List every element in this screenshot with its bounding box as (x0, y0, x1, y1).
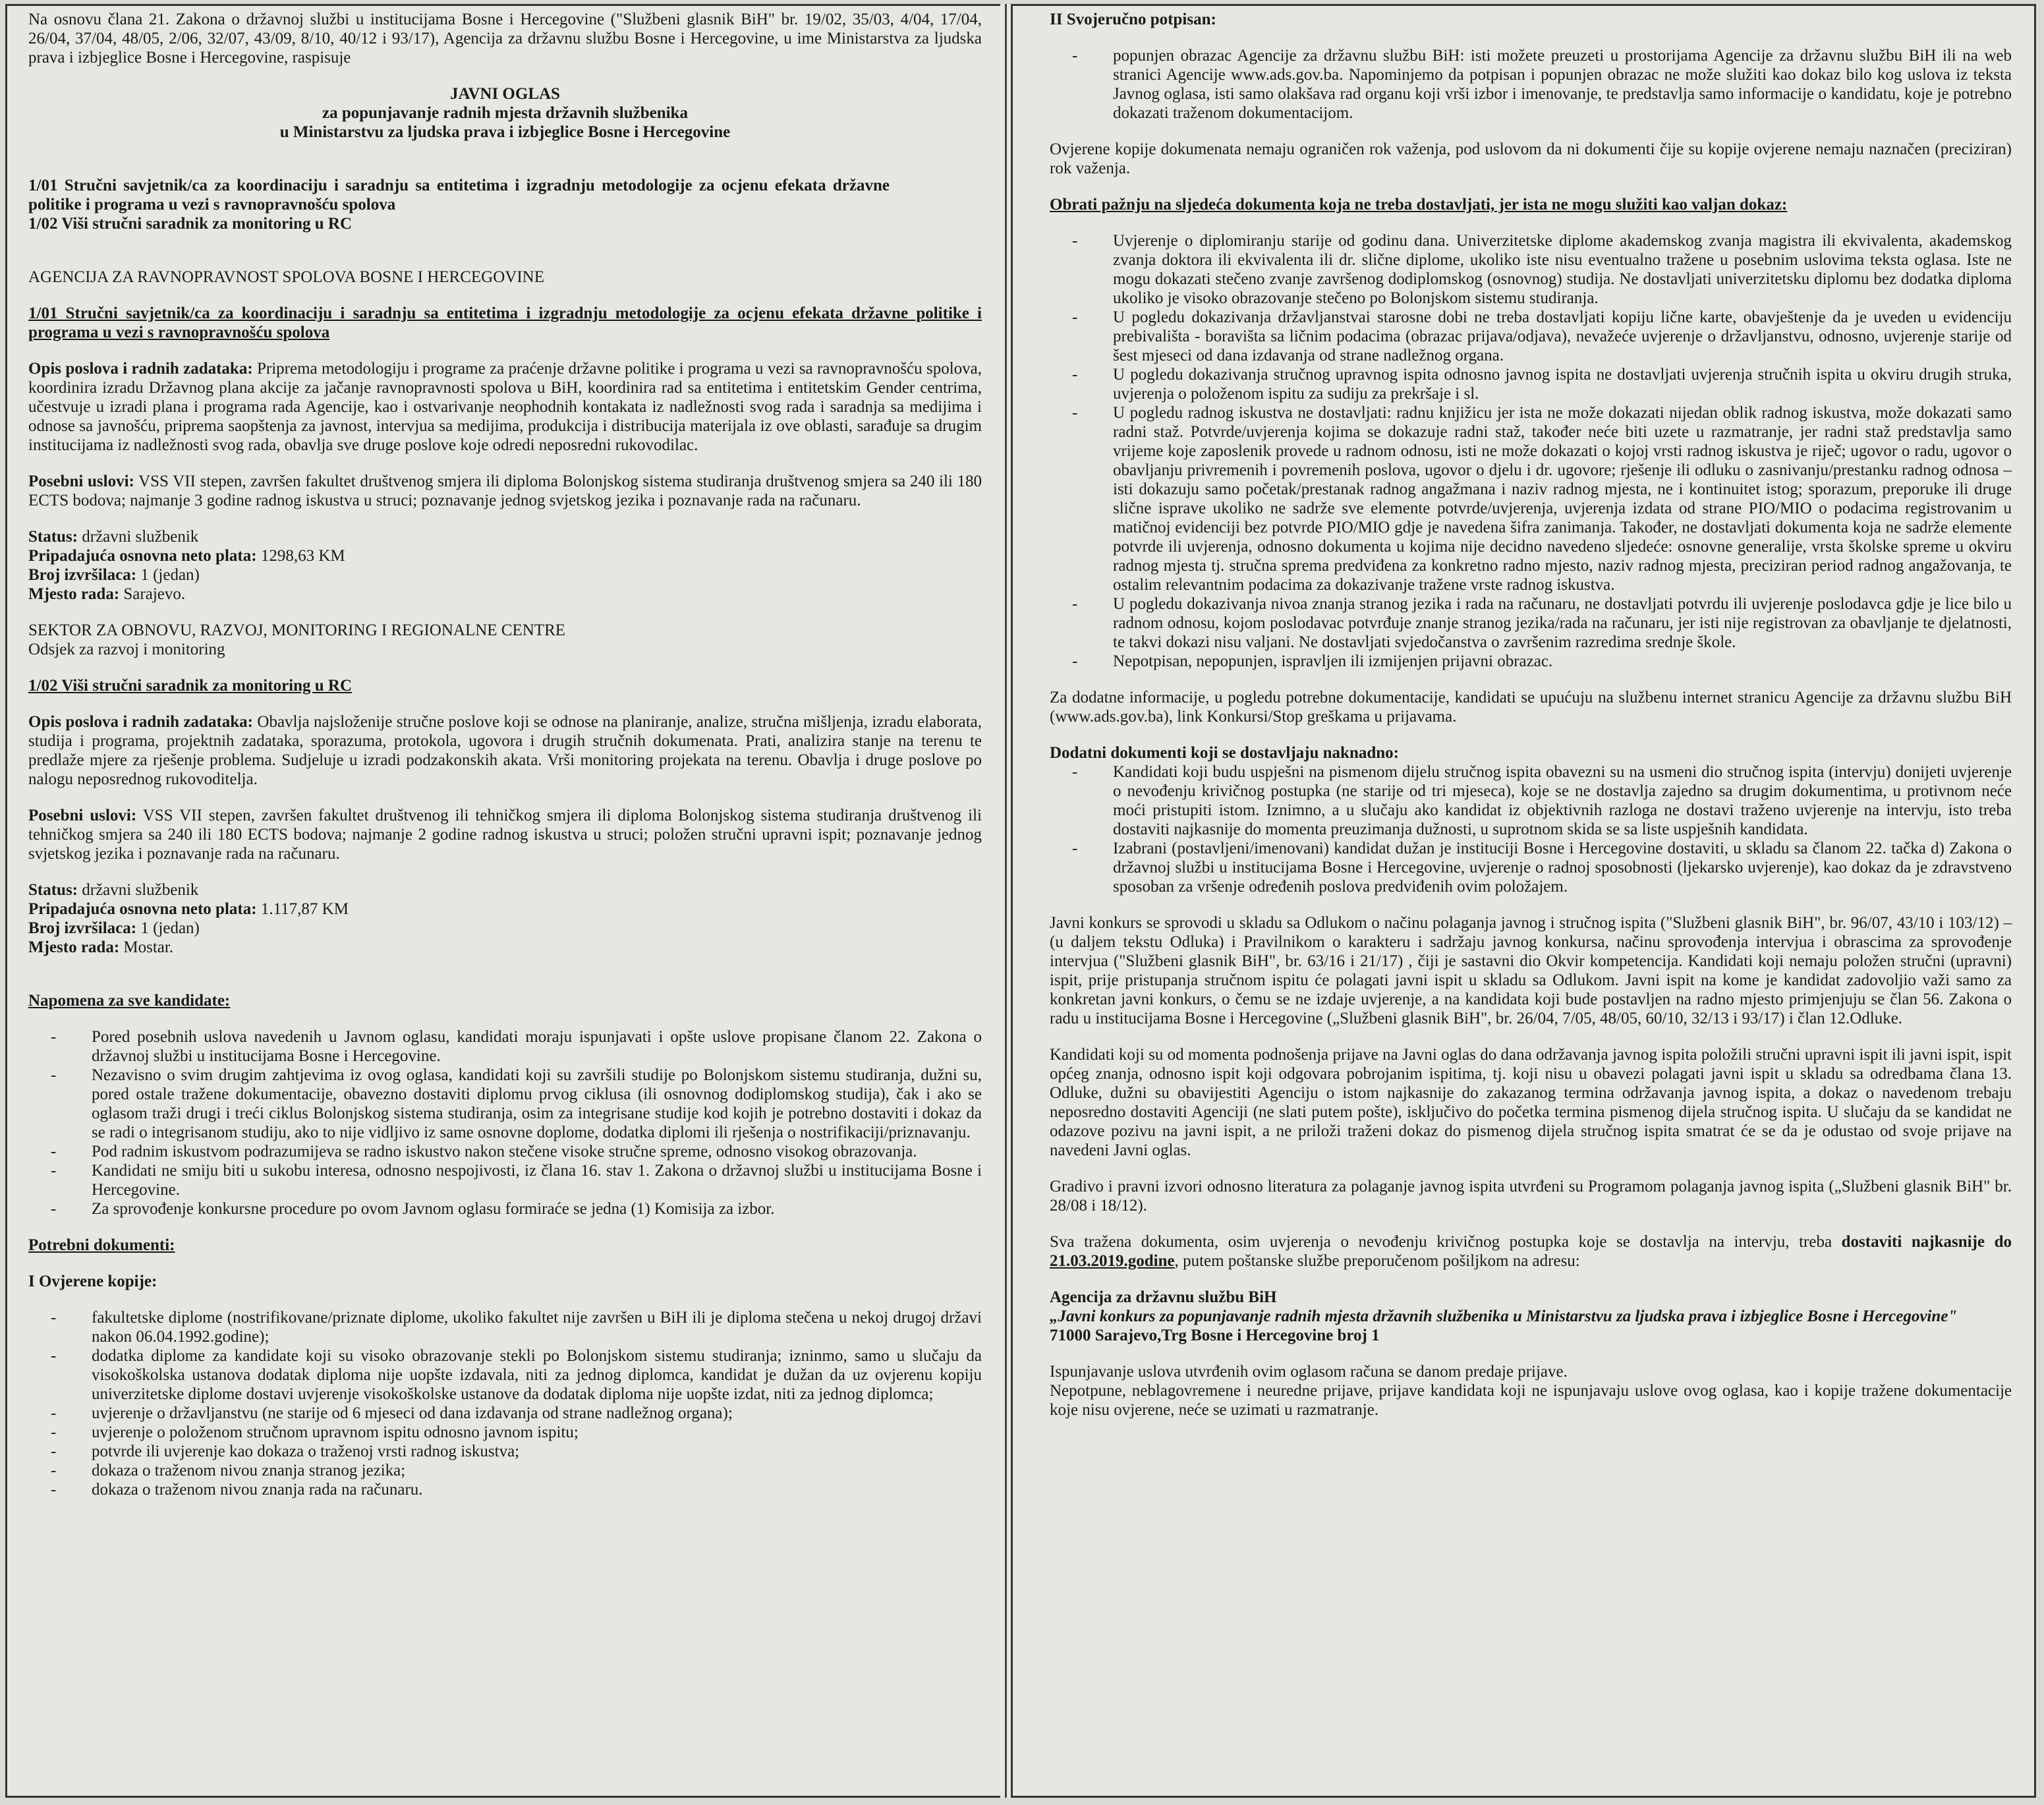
closing-line-2: Nepotpune, neblagovremene i neuredne prijave, prijave kandidata koji ne ispunjavaju uslove ovog oglasa, kao i kopije tražene dokumentacije koje nisu ovjerene, neće se uzimati u razmatranje. (1050, 1382, 2012, 1419)
list-item: - U pogledu dokazivanja stručnog upravnog ispita odnosno javnog ispita ne dostavljati uvjerenja stručnih ispita u okviru drugih struka, uvjerenja o položenom ispitu za sudiju za prekršaje i sl. (1050, 365, 2012, 403)
attention-heading: Obrati pažnju na sljedeća dokumenta koja ne treba dostavljati, jer ista ne mogu služiti kao valjan dokaz: (1050, 196, 1788, 214)
info-paragraph: Za dodatne informacije, u pogledu potrebne dokumentacije, kandidati se upućuju na službenu internet stranicu Agencije za državnu službu BiH (www.ads.gov.ba), link Konkursi/Stop greškama u prijavama. (1050, 689, 2012, 726)
note-list (28, 1027, 982, 1218)
list-item: - potvrde ili uvjerenje kao dokaza o traženoj vrsti radnog iskustva; (28, 1442, 982, 1461)
status-row: Status: državni službenik (28, 881, 199, 899)
position-1-title: 1/01 Stručni savjetnik/ca za koordinaciju i saradnju sa entitetima i izgradnju metodologije za ocjenu efekata državne politike i programa u vezi s ravnopravnošću spolova (28, 177, 890, 214)
list-item: - fakultetske diplome (nostrifikovane/priznate diplome, ukoliko fakultet nije završen u BiH ili je diploma stečena u nekoj drugoj državi nakon 06.04.1992.godine); (28, 1308, 982, 1346)
conditions-label: Posebni uslovi: (28, 473, 134, 490)
mailing-address (1050, 1288, 2012, 1345)
passed-exam-paragraph: Kandidati koji su od momenta podnošenja prijave na Javni oglas do dana održavanja javnog ispita položili stručni upravni ispit ili javni ispit, ispit općeg znanja, odnosno ispit koji odgovara pobrojanim ispitima, tj. koji nisu u obavezi polagati javni ispit u skladu sa odredbama člana 13. Odluke, dužni su obavijestiti Agenciju o istom najkasnije do zakazanog termina održavanja javnog ispita, a dokaz o navedenom trebaju neposredno dostaviti Agenciji (ne slati putem pošte), isključivo do početka termina pismenog dijela stručnog ispita. U slučaju da se kandidat ne odazove pozivu na javni ispit, a ne priloži traženi dokaz do pismenog dijela stručnog ispita smatrat će se da je odustao od svoje prijave na navedeni Javni oglas. (1050, 1046, 2012, 1159)
list-item: - Uvjerenje o diplomiranju starije od godinu dana. Univerzitetske diplome akademskog zvanja magistra ili ekvivalenta, akademskog zvanja doktora ili ekvivalenta ili dr. slične diplome, ukoliko iste nisu eventualno tražene u posebnim uslovima teksta oglasa. Iste ne mogu dokazati stečeno zvanje završenog dodiplomskog (osnovnog) studija. Ne dostavljati univerzitetsku diplomu bez dodatka diploma ukoliko je visoko obrazovanje stečeno po Bolonjskom sistemu studiranja. (1050, 231, 2012, 308)
position-1-heading: 1/01 Stručni savjetnik/ca za koordinaciju i saradnju sa entitetima i izgradnju metodologije za ocjenu efekata državne politike i programa u vezi s ravnopravnošću spolova (28, 304, 982, 341)
count-row: Broj izvršilaca: 1 (jedan) (28, 919, 200, 937)
literature-paragraph: Gradivo i pravni izvori odnosno literatura za polaganje javnog ispita utvrđeni su Programom polaganja javnog ispita („Službeni glasnik BiH" br. 28/08 i 18/12). (1050, 1178, 2012, 1215)
address-line: Agencija za državnu službu BiH (1050, 1288, 1277, 1306)
note-heading: Napomena za sve kandidate: (28, 992, 231, 1010)
additional-docs-heading: Dodatni dokumenti koji se dostavljaju naknadno: (1050, 744, 1399, 762)
signed-heading: II Svojeručno potpisan: (1050, 11, 1216, 28)
salary-row: Pripadajuća osnovna neto plata: 1298,63 KM (28, 547, 345, 565)
position-2-duties: Opis poslova i radnih zadataka: Obavlja najsloženije stručne poslove koji se odnose na planiranje, analize, stručna mišljenja, izradu elaborata, studija i programa, projektnih zadataka, sporazuma, protokola, ugovora i drugih stručnih dokumenata. Prati, analizira stanje na terenu te predlaže mjere za rješenje problema. Sudjeluje u izradi podzakonskih akata. Vrši monitoring projekata na terenu. Obavlja i druge poslove po nalogu neposrednog rukovoditelja. (28, 713, 982, 788)
list-item: - dodatka diplome za kandidate koji su visoko obrazovanje stekli po Bolonjskom sistemu studiranja; izninmo, samo u slučaju da visokoškolska ustanova dodatak diploma nije uopšte izdavala, niti za jednog diplomca, kandidat je dužan da uz ovjerenu kopiju univerzitetske diplome dostavi uvjerenje visokoškolske ustanove da dodatak diploma nije uopšte izdat, niti za jednog diplomca; (28, 1346, 982, 1404)
sector-subheading: Odsjek za razvoj i monitoring (28, 641, 225, 658)
announcement-subtitle-1: za popunjavanje radnih mjesta državnih službenika (322, 104, 688, 122)
certified-copies-list (28, 1308, 982, 1499)
closing-line-1: Ispunjavanje uslova utvrđenih ovim oglasom računa se danom predaje prijave. (1050, 1363, 1568, 1381)
place-row: Mjesto rada: Mostar. (28, 938, 174, 956)
documents-heading: Potrebni dokumenti: (28, 1236, 175, 1254)
attention-list (1050, 231, 2012, 671)
address-line: 71000 Sarajevo,Trg Bosne i Hercegovine broj 1 (1050, 1327, 1380, 1344)
position-2-heading: 1/02 Viši stručni saradnik za monitoring u RC (28, 677, 353, 695)
address-line: „Javni konkurs za popunjavanje radnih mjesta državnih službenika u Ministarstvu za ljudska prava i izbjeglice Bosne i Hercegovine" (1050, 1307, 1958, 1325)
list-item: - uvjerenje o državljanstvu (ne starije od 6 mjeseci od dana izdavanja od strane nadležnog organa); (28, 1404, 982, 1423)
left-column (5, 4, 1000, 1798)
agency-heading: AGENCIJA ZA RAVNOPRAVNOST SPOLOVA BOSNE I HERCEGOVINE (28, 268, 544, 286)
list-item: - Nepotpisan, nepopunjen, ispravljen ili izmijenjen prijavni obrazac. (1050, 652, 2012, 671)
deadline-date: 21.03.2019.godine (1050, 1252, 1175, 1270)
deadline-paragraph: Sva tražena dokumenta, osim uvjerenja o nevođenju krivičnog postupka koje se dostavlja na intervju, treba dostaviti najkasnije do 21.03.2019.godine, putem poštanske službe preporučenom pošiljkom na adresu: (1050, 1233, 2012, 1270)
position-1-duties: Opis poslova i radnih zadataka: Priprema metodologiju i programe za praćenje državne politike i programa u vezi sa ravnopravnošću spolova, koordinira izradu Državnog plana akcije za jačanje ravnopravnosti spolova u BiH, koordinira rad sa entitetima i entitetskim Gender centrima, učestvuje u izradi plana i programa rada Agencije, kao i ostvarivanje neophodnih kontakata iz nadležnosti svog rada i saradnja sa medijima i odnose sa javnošću, priprema saopštenja za javnost, intervjua sa medijima, produkcija i distribucija materijala iz ove oblasti, sarađuje sa drugim institucijama iz nadležnosti svog rada, obavlja sve druge poslove koje odredi neposredni rukovodilac. (28, 360, 982, 454)
list-item: - U pogledu dokazivanja nivoa znanja stranog jezika i rada na računaru, ne dostavljati potvrdu ili uvjerenje poslodavca gdje je lice bilo u radnom odnosu, kojom poslodavac potvrđuje znanje stranog jezika/rada na računaru, jer isti nije registrovan za obavljanje te djelatnosti, te takvi dokazi nisu valjani. Ne dostavljati svjedočanstva o završenim razredima srednje škole. (1050, 594, 2012, 652)
exam-paragraph: Javni konkurs se sprovodi u skladu sa Odlukom o načinu polaganja javnog i stručnog ispita ("Službeni glasnik BiH", br. 96/07, 43/10 i 103/12) – (u daljem tekstu Odluka) i Pravilnikom o karakteru i sadržaju javnog konkursa, načinu sprovođenja intervjua i obrascima za sprovođenje intervjua ("Službeni glasnik BiH", br. 63/16 i 21/17) , čiji je sastavni dio Okvir kompetencija. Kandidati koji nemaju položen stručni (upravni) ispit, prije pristupanja stručnom ispitu će polagati javni ispit u skladu sa Odlukom. Javni ispit na kome je kandidat zadovoljio važi samo za konkretan javni konkurs, o čemu se ne izdaje uvjerenje, a na kandidata koji bude postavljen na radno mjesto primjenjuju se član 56. Zakona o radu u institucijama Bosne i Hercegovine („Službeni glasnik BiH", br. 26/04, 7/05, 48/05, 60/10, 32/13 i 93/17) i član 12.Odluke. (1050, 914, 2012, 1027)
list-item: - uvjerenje o položenom stručnom upravnom ispitu odnosno javnom ispitu; (28, 1423, 982, 1442)
list-item: - Pod radnim iskustvom podrazumijeva se radno iskustvo nakon stečene visoke stručne spreme, odnosno visokog obrazovanja. (28, 1142, 982, 1161)
list-item: - U pogledu dokazivanja državljanstvai starosne dobi ne treba dostavljati kopiju lične karte, obavještenje da je uveden u evidenciju prebivališta - boravišta sa ličnim podacima (obrazac prijava/odjava), nevažeće uvjerenje o državljanstvu, odnosno, uvjerenje starije od šest mjeseci od dana izdavanja od strane nadležnog organa. (1050, 308, 2012, 365)
list-item: - Izabrani (postavljeni/imenovani) kandidat dužan je instituciji Bosne i Hercegovine dostaviti, u skladu sa članom 22. tačka d) Zakona o državnoj službi u institucijama Bosne i Hercegovine, uvjerenje o radnoj sposobnosti (ljekarsko uvjerenje), kao dokaz da je zdravstveno sposoban za vršenje određenih poslova predviđenih ovim položajem. (1050, 839, 2012, 896)
place-row: Mjesto rada: Sarajevo. (28, 585, 186, 603)
list-item: - Pored posebnih uslova navedenih u Javnom oglasu, kandidati moraju ispunjavati i opšte uslove propisane članom 22. Zakona o državnoj službi u institucijama Bosne i Hercegovine. (28, 1027, 982, 1066)
list-item: - U pogledu radnog iskustva ne dostavljati: radnu knjižicu jer ista ne može dokazati nijedan oblik radnog iskustva, može dokazati samo radni staž. Potvrde/uvjerenja kojima se dokazuje radni staž, također neće biti uzete u razmatranje, jer radni staž predstavlja samo vrijeme koje zaposlenik provede u radnom odnosu, isti ne može dokazati o kojoj vrsti radnog iskustva je riječ; ugovor o radu, ugovor o obavljanju privremenih i povremenih poslova, ugovor o djelu i dr. ugovore; rješenje ili odluku o zasnivanju/prestanku radnog odnosa – isti dokazuju samo početak/prestanak radnog angažmana i naziv radnog mjesta, ne i kontinuitet istog; sporazum, preporuke ili druge slične isprave ukoliko ne sadrže sve elemente potvrde/uvjerenja, uvjerenja izdata od strane PIO/MIO o podacima registrovanim u matičnoj evidenciji bez potvrde PIO/MIO gdje je navedena šifra zanimanja. Također, ne dostavljati dokumenta koja ne sadrže elemente potvrde ili uvjerenja, odnosno dokumenta u kojima nije decidno navedeno sljedeće: osnovne generalije, vrsta školske spreme u okviru radnog mjesta tj. stručna sprema predviđena za konkretno radno mjesto, naziv radnog mjesta, preciziran period radnog angažovanja, te ostalim relevantnim podacima za dokazivanje tražene vrste radnog iskustva. (1050, 403, 2012, 594)
position-2-title: 1/02 Viši stručni saradnik za monitoring u RC (28, 215, 353, 233)
certified-copies-heading: I Ovjerene kopije: (28, 1273, 157, 1290)
salary-row: Pripadajuća osnovna neto plata: 1.117,87 KM (28, 900, 349, 918)
position-1-conditions: Posebni uslovi: VSS VII stepen, završen fakultet društvenog smjera ili diploma Bolonjskog sistema studiranja društvenog smjera sa 240 ili 180 ECTS bodova; najmanje 3 godine radnog iskustva u struci; poznavanje jednog svjetskog jezika i poznavanje rada na računaru. (28, 473, 982, 509)
newspaper-page (5, 4, 2036, 1798)
signed-list (1050, 46, 2012, 123)
list-item: - Za sprovođenje konkursne procedure po ovom Javnom oglasu formiraće se jedna (1) Komisija za izbor. (28, 1199, 982, 1218)
list-item: - dokaza o traženom nivou znanja rada na računaru. (28, 1480, 982, 1499)
status-row: Status: državni službenik (28, 528, 199, 546)
position-2-facts (28, 880, 982, 957)
additional-docs-list (1050, 762, 2012, 896)
validity-paragraph: Ovjerene kopije dokumenata nemaju ograničen rok važenja, pod uslovom da ni dokumenti čije su kopije ovjerene nemaju naznačen (preciziran) rok važenja. (1050, 140, 2012, 177)
sector-heading: SEKTOR ZA OBNOVU, RAZVOJ, MONITORING I REGIONALNE CENTRE (28, 621, 566, 639)
announcement-title: JAVNI OGLAS (450, 85, 560, 103)
announcement-subtitle-2: u Ministarstvu za ljudska prava i izbjeglice Bosne i Hercegovine (279, 123, 731, 141)
intro-paragraph: Na osnovu člana 21. Zakona o državnoj službi u institucijama Bosne i Hercegovine ("Službeni glasnik BiH" br. 19/02, 35/03, 4/04, 17/04, 26/04, 37/04, 48/05, 2/06, 32/07, 43/09, 8/10, 40/12 i 93/17), Agencija za državnu službu Bosne i Hercegovine, u ime Ministarstva za ljudska prava i izbjeglice Bosne i Hercegovine, raspisuje (28, 11, 982, 67)
duties-label: Opis poslova i radnih zadataka: (28, 360, 253, 378)
position-2-conditions: Posebni uslovi: VSS VII stepen, završen fakultet društvenog ili tehničkog smjera ili diploma Bolonjskog sistema studiranja društvenog ili tehničkog smjera sa 240 ili 180 ECTS bodova; najmanje 2 godine radnog iskustva u struci; položen stručni upravni ispit; poznavanje jednog svjetskog jezika i poznavanje rada na računaru. (28, 807, 982, 863)
right-column (1011, 4, 2036, 1798)
position-1-facts (28, 527, 982, 604)
count-row: Broj izvršilaca: 1 (jedan) (28, 566, 200, 584)
list-item: - popunjen obrazac Agencije za državnu službu BiH: isti možete preuzeti u prostorijama Agencije za državnu službu BiH ili na web stranici Agencije www.ads.gov.ba. Napominjemo da potpisan i popunjen obrazac ne može služiti kao dokaz bilo kog uslova iz teksta Javnog oglasa, isti samo olakšava rad organu koji vrši izbor i imenovanje, te predstavlja samo informacije o kandidatu, koje je potrebno dokazati traženom dokumentacijom. (1050, 46, 2012, 123)
list-item: - Nezavisno o svim drugim zahtjevima iz ovog oglasa, kandidati koji su završili studije po Bolonjskom sistemu studiranja, dužni su, pored ostale tražene dokumentacije, obavezno dostaviti diplomu prvog ciklusa (ili osnovnog dodiplomskog studija), čak i ako se oglasom traži drugi i treći ciklus Bolonjskog sistema studiranja, osim za integrisane studije kod kojih je potrebno dostaviti i dokaz da se radi o integrisanom studiju, ako to nije vidljivo iz same osnovne doplome, dodatka diplomi ili rješenja o nostrifikaciji/priznavanju. (28, 1066, 982, 1142)
list-item: - Kandidati koji budu uspješni na pismenom dijelu stručnog ispita obavezni su na usmeni dio stručnog ispita (intervju) donijeti uvjerenje o nevođenju krivičnog postupka (ne starije od tri mjeseca), koje se ne dostavlja zajedno sa drugim dokumentima, u protivnom neće moći pristupiti istom. Iznimno, a u slučaju ako kandidat iz objektivnih razloga ne dostavi traženo uvjerenje na intervju, isto treba dostaviti najkasnije do momenta preuzimanja dužnosti, u suprotnom skida se sa liste uspješnih kandidata. (1050, 762, 2012, 839)
column-divider (1005, 4, 1007, 1798)
list-item: - Kandidati ne smiju biti u sukobu interesa, odnosno nespojivosti, iz člana 16. stav 1. Zakona o državnoj službi u institucijama Bosne i Hercegovine. (28, 1161, 982, 1199)
list-item: - dokaza o traženom nivou znanja stranog jezika; (28, 1461, 982, 1480)
